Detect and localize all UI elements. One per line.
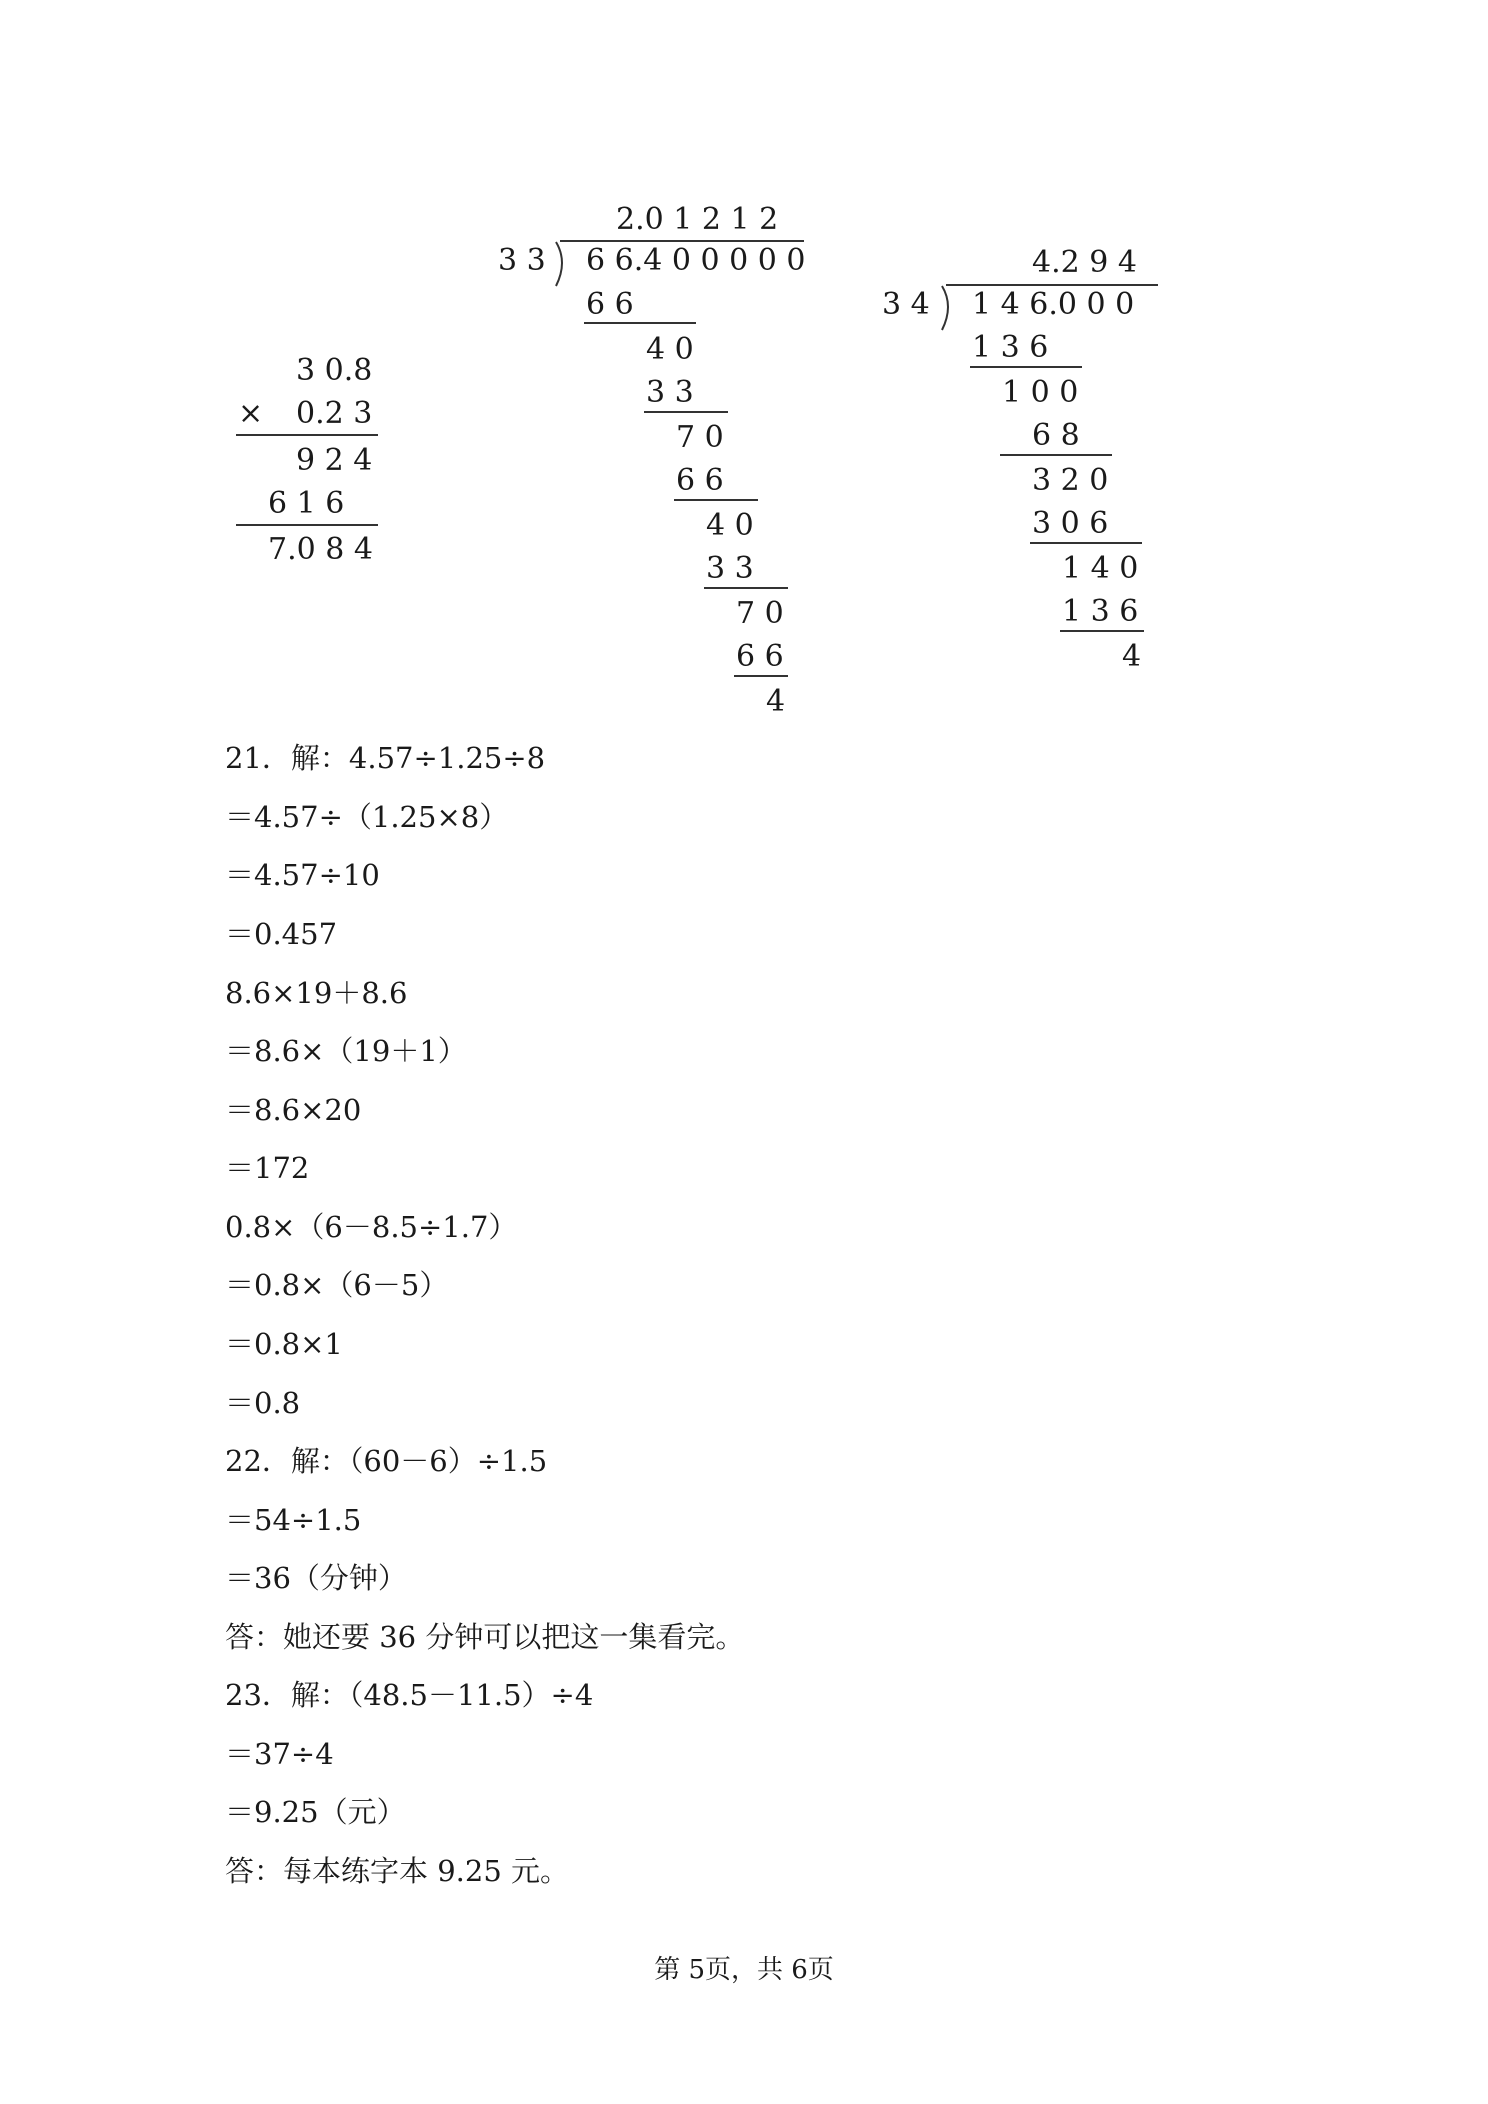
- text-line: 答：每本练字本 9.25 元。: [225, 1854, 570, 1888]
- step: 6 6: [736, 639, 784, 674]
- rule-line: [734, 675, 788, 677]
- text-line: ＝8.6×20: [225, 1093, 362, 1127]
- rule-line: [584, 322, 696, 324]
- text-line: ＝37÷4: [225, 1737, 334, 1771]
- rule-line: [1030, 542, 1142, 544]
- text-line: ＝0.8: [225, 1386, 301, 1420]
- rule-line: [236, 434, 378, 436]
- quotient: 2.0 1 2 1 2: [616, 202, 779, 237]
- step: 6 6: [676, 463, 724, 498]
- division-bracket: [552, 240, 572, 290]
- step: 3 0 6: [1032, 506, 1109, 541]
- step: 6 6: [586, 287, 634, 322]
- divisor: 3 3: [498, 243, 546, 278]
- rule-line: [1060, 630, 1144, 632]
- dividend: 6 6.4 0 0 0 0 0: [586, 243, 806, 278]
- step: 7 0: [676, 420, 724, 455]
- calc-row: 6 1 6: [268, 486, 345, 521]
- text-line: 22．解：（60－6）÷1.5: [225, 1444, 548, 1478]
- text-line: ＝0.8×1: [225, 1327, 343, 1361]
- calc-row: 9 2 4: [296, 443, 373, 478]
- dividend: 1 4 6.0 0 0: [972, 287, 1135, 322]
- step: 4 0: [706, 508, 754, 543]
- text-line: 8.6×19＋8.6: [225, 976, 408, 1010]
- rule-line: [970, 366, 1082, 368]
- step: 1 3 6: [1062, 594, 1139, 629]
- calc-row: 3 0.8: [296, 353, 373, 388]
- text-line: ＝172: [225, 1151, 310, 1185]
- step: 6 8: [1032, 418, 1080, 453]
- text-line: ＝0.457: [225, 917, 338, 951]
- page-footer: 第 5页，共 6页: [654, 1955, 834, 1985]
- rule-line: [674, 499, 758, 501]
- calc-row: 7.0 8 4: [268, 532, 373, 567]
- step: 7 0: [736, 596, 784, 631]
- step: 1 3 6: [972, 330, 1049, 365]
- text-line: ＝0.8×（6－5）: [225, 1268, 449, 1302]
- text-line: ＝36（分钟）: [225, 1561, 407, 1595]
- step: 3 3: [706, 551, 754, 586]
- text-line: ＝9.25（元）: [225, 1795, 406, 1829]
- text-line: 21．解：4.57÷1.25÷8: [225, 741, 546, 775]
- calc-row: 0.2 3: [296, 396, 373, 431]
- rule-line: [236, 524, 378, 526]
- text-line: ＝4.57÷10: [225, 858, 380, 892]
- step: 4: [1122, 639, 1142, 674]
- text-line: 23．解：（48.5－11.5）÷4: [225, 1678, 594, 1712]
- multiply-sign: ×: [238, 396, 264, 431]
- divisor: 3 4: [882, 287, 930, 322]
- rule-line: [1000, 454, 1112, 456]
- rule-line: [644, 411, 728, 413]
- quotient: 4.2 9 4: [1032, 245, 1137, 280]
- text-line: ＝4.57÷（1.25×8）: [225, 800, 509, 834]
- text-line: ＝54÷1.5: [225, 1503, 362, 1537]
- text-line: 答：她还要 36 分钟可以把这一集看完。: [225, 1620, 745, 1654]
- division-top-line: [946, 284, 1158, 286]
- text-line: ＝8.6×（19＋1）: [225, 1034, 467, 1068]
- step: 1 0 0: [1002, 375, 1079, 410]
- division-top-line: [560, 240, 804, 242]
- step: 3 2 0: [1032, 463, 1109, 498]
- step: 4 0: [646, 332, 694, 367]
- division-bracket: [938, 284, 958, 334]
- text-line: 0.8×（6－8.5÷1.7）: [225, 1210, 518, 1244]
- step: 3 3: [646, 375, 694, 410]
- step: 1 4 0: [1062, 551, 1139, 586]
- rule-line: [704, 587, 788, 589]
- step: 4: [766, 684, 786, 719]
